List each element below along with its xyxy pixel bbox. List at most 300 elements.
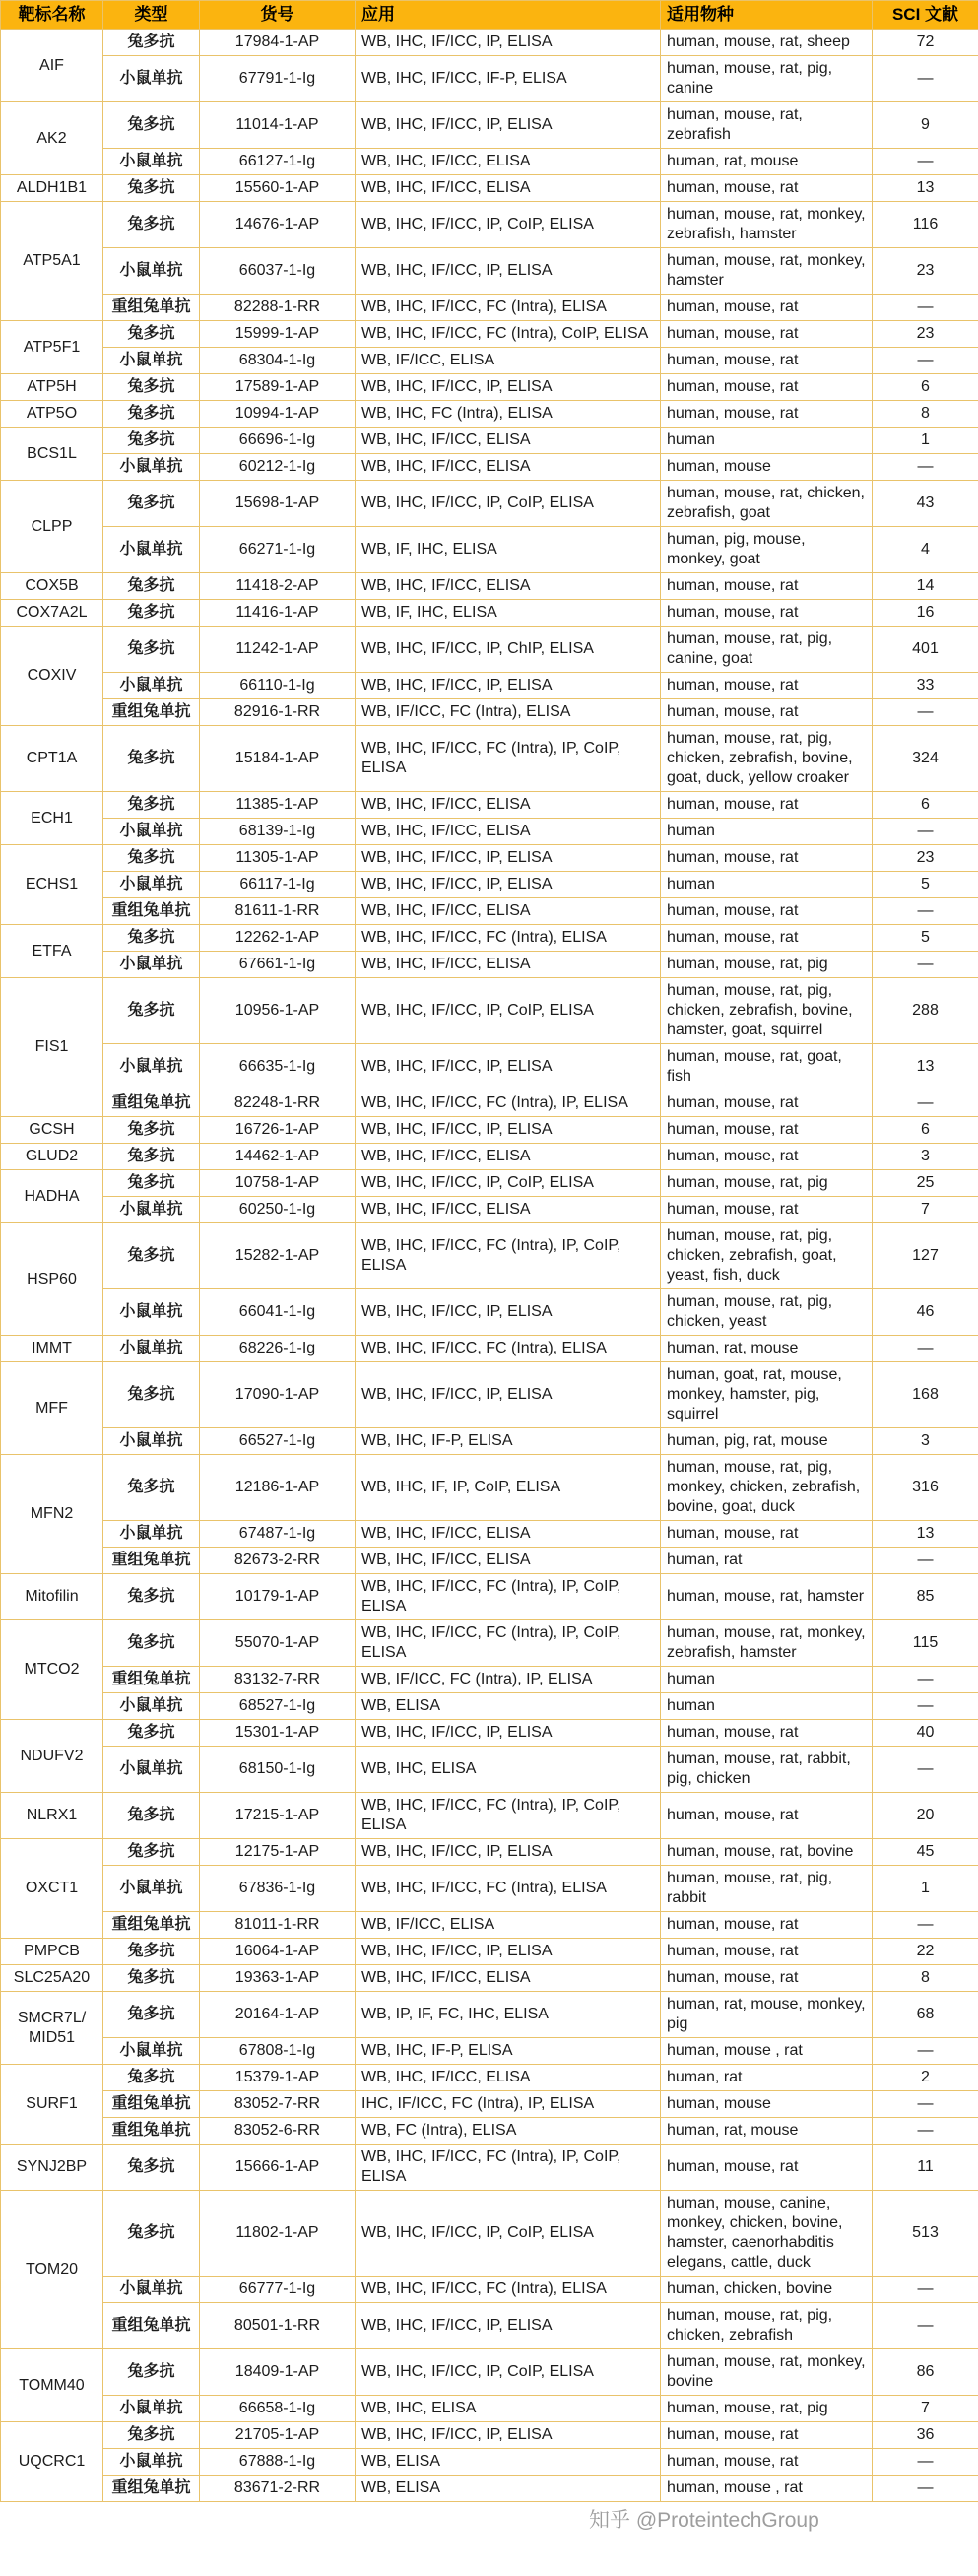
type-cell: 重组兔单抗: [103, 1912, 200, 1939]
applications-cell: IHC, IF/ICC, FC (Intra), IP, ELISA: [356, 2091, 661, 2118]
catalog-number-cell: 68304-1-Ig: [200, 348, 356, 374]
sci-count-cell: 4: [873, 527, 978, 573]
table-row: [1, 1336, 978, 1362]
species-cell: human, mouse, rat, pig: [661, 952, 873, 978]
table-row: [1, 1197, 978, 1223]
applications-cell: WB, IHC, IF/ICC, FC (Intra), IP, CoIP, ELISA: [356, 1620, 661, 1667]
catalog-number-cell: 11416-1-AP: [200, 600, 356, 627]
species-cell: human, mouse, rat, pig, monkey, chicken, zebrafish, bovine, goat, duck: [661, 1455, 873, 1521]
sci-count-cell: —: [873, 1747, 978, 1793]
applications-cell: WB, IHC, IF/ICC, IP, ELISA: [356, 845, 661, 872]
sci-count-cell: —: [873, 2449, 978, 2476]
target-name-cell: SMCR7L/ MID51: [1, 1992, 103, 2065]
table-row: [1, 2422, 978, 2449]
applications-cell: WB, IHC, IF/ICC, IP, ELISA: [356, 872, 661, 898]
type-cell: 兔多抗: [103, 1720, 200, 1747]
type-cell: 重组兔单抗: [103, 2091, 200, 2118]
catalog-number-cell: 66271-1-Ig: [200, 527, 356, 573]
catalog-number-cell: 14676-1-AP: [200, 202, 356, 248]
table-row: [1, 1428, 978, 1455]
catalog-number-cell: 17984-1-AP: [200, 30, 356, 56]
type-cell: 兔多抗: [103, 792, 200, 819]
table-row: [1, 673, 978, 699]
species-cell: human, pig, mouse, monkey, goat: [661, 527, 873, 573]
species-cell: human, mouse, rat: [661, 792, 873, 819]
applications-cell: WB, ELISA: [356, 2476, 661, 2502]
type-cell: 小鼠单抗: [103, 1336, 200, 1362]
catalog-number-cell: 66110-1-Ig: [200, 673, 356, 699]
type-cell: 小鼠单抗: [103, 1747, 200, 1793]
sci-count-cell: 127: [873, 1223, 978, 1289]
applications-cell: WB, IHC, IF/ICC, FC (Intra), IP, CoIP, ELISA: [356, 726, 661, 792]
catalog-number-cell: 10179-1-AP: [200, 1574, 356, 1620]
catalog-number-cell: 67791-1-Ig: [200, 56, 356, 102]
type-cell: 小鼠单抗: [103, 1521, 200, 1548]
species-cell: human, mouse, rat, chicken, zebrafish, goat: [661, 481, 873, 527]
table-row: [1, 2449, 978, 2476]
type-cell: 小鼠单抗: [103, 1866, 200, 1912]
type-cell: 兔多抗: [103, 1965, 200, 1992]
type-cell: 重组兔单抗: [103, 1667, 200, 1693]
target-name-cell: GLUD2: [1, 1144, 103, 1170]
target-name-cell: UQCRC1: [1, 2422, 103, 2502]
sci-count-cell: 40: [873, 1720, 978, 1747]
table-row: [1, 2065, 978, 2091]
catalog-number-cell: 10758-1-AP: [200, 1170, 356, 1197]
type-cell: 兔多抗: [103, 1939, 200, 1965]
type-cell: 小鼠单抗: [103, 348, 200, 374]
col-header-sci-count: SCI 文献: [873, 1, 978, 30]
type-cell: 兔多抗: [103, 2349, 200, 2396]
sci-count-cell: —: [873, 1912, 978, 1939]
table-row: [1, 819, 978, 845]
applications-cell: WB, IHC, IF/ICC, ELISA: [356, 149, 661, 175]
type-cell: 小鼠单抗: [103, 56, 200, 102]
target-name-cell: ATP5O: [1, 401, 103, 428]
type-cell: 兔多抗: [103, 1223, 200, 1289]
table-row: [1, 1839, 978, 1866]
catalog-number-cell: 17090-1-AP: [200, 1362, 356, 1428]
species-cell: human, mouse, rat: [661, 573, 873, 600]
species-cell: human, mouse, rat: [661, 348, 873, 374]
table-row: [1, 2277, 978, 2303]
applications-cell: WB, ELISA: [356, 1693, 661, 1720]
table-row: [1, 428, 978, 454]
target-name-cell: TOM20: [1, 2191, 103, 2349]
species-cell: human, mouse , rat: [661, 2476, 873, 2502]
applications-cell: WB, IHC, IF/ICC, FC (Intra), ELISA: [356, 295, 661, 321]
target-name-cell: AK2: [1, 102, 103, 175]
species-cell: human, mouse, rat, monkey, hamster: [661, 248, 873, 295]
target-name-cell: Mitofilin: [1, 1574, 103, 1620]
sci-count-cell: 7: [873, 1197, 978, 1223]
applications-cell: WB, IP, IF, FC, IHC, ELISA: [356, 1992, 661, 2038]
applications-cell: WB, IHC, IF/ICC, ELISA: [356, 898, 661, 925]
applications-cell: WB, IHC, IF/ICC, ELISA: [356, 1144, 661, 1170]
applications-cell: WB, IHC, IF/ICC, IP, CoIP, ELISA: [356, 978, 661, 1044]
catalog-number-cell: 82248-1-RR: [200, 1090, 356, 1117]
sci-count-cell: 46: [873, 1289, 978, 1336]
applications-cell: WB, IHC, IF/ICC, FC (Intra), IP, ELISA: [356, 1090, 661, 1117]
applications-cell: WB, IF/ICC, FC (Intra), ELISA: [356, 699, 661, 726]
type-cell: 小鼠单抗: [103, 1197, 200, 1223]
type-cell: 重组兔单抗: [103, 2303, 200, 2349]
sci-count-cell: —: [873, 454, 978, 481]
catalog-number-cell: 68150-1-Ig: [200, 1747, 356, 1793]
species-cell: human, mouse, rat: [661, 1197, 873, 1223]
table-row: [1, 1223, 978, 1289]
target-name-cell: NDUFV2: [1, 1720, 103, 1793]
catalog-number-cell: 67888-1-Ig: [200, 2449, 356, 2476]
sci-count-cell: 14: [873, 573, 978, 600]
catalog-number-cell: 11385-1-AP: [200, 792, 356, 819]
type-cell: 小鼠单抗: [103, 819, 200, 845]
type-cell: 小鼠单抗: [103, 454, 200, 481]
species-cell: human, mouse, rat, monkey, zebrafish, hamster: [661, 1620, 873, 1667]
table-row: [1, 321, 978, 348]
species-cell: human, mouse, rat, pig: [661, 1170, 873, 1197]
type-cell: 兔多抗: [103, 2065, 200, 2091]
catalog-number-cell: 66117-1-Ig: [200, 872, 356, 898]
sci-count-cell: —: [873, 819, 978, 845]
applications-cell: WB, IHC, IF/ICC, ELISA: [356, 952, 661, 978]
sci-count-cell: —: [873, 1693, 978, 1720]
header-row: [1, 1, 978, 30]
applications-cell: WB, IHC, IF/ICC, ELISA: [356, 175, 661, 202]
catalog-number-cell: 15379-1-AP: [200, 2065, 356, 2091]
species-cell: human, mouse, rat: [661, 845, 873, 872]
table-row: [1, 627, 978, 673]
sci-count-cell: 115: [873, 1620, 978, 1667]
species-cell: human, mouse, rat, pig, rabbit: [661, 1866, 873, 1912]
sci-count-cell: 116: [873, 202, 978, 248]
catalog-number-cell: 10956-1-AP: [200, 978, 356, 1044]
table-row: [1, 248, 978, 295]
table-row: [1, 2303, 978, 2349]
applications-cell: WB, IHC, IF/ICC, IP, CoIP, ELISA: [356, 481, 661, 527]
target-name-cell: CPT1A: [1, 726, 103, 792]
table-row: [1, 699, 978, 726]
species-cell: human, mouse, rat, sheep: [661, 30, 873, 56]
applications-cell: WB, IF/ICC, FC (Intra), IP, ELISA: [356, 1667, 661, 1693]
catalog-number-cell: 15184-1-AP: [200, 726, 356, 792]
species-cell: human, mouse: [661, 454, 873, 481]
table-row: [1, 481, 978, 527]
table-row: [1, 1090, 978, 1117]
sci-count-cell: —: [873, 295, 978, 321]
species-cell: human, mouse, rat, hamster: [661, 1574, 873, 1620]
sci-count-cell: —: [873, 2091, 978, 2118]
table-row: [1, 202, 978, 248]
sci-count-cell: 513: [873, 2191, 978, 2277]
type-cell: 兔多抗: [103, 627, 200, 673]
target-name-cell: HSP60: [1, 1223, 103, 1336]
sci-count-cell: 11: [873, 2145, 978, 2191]
sci-count-cell: 16: [873, 600, 978, 627]
catalog-number-cell: 19363-1-AP: [200, 1965, 356, 1992]
type-cell: 兔多抗: [103, 321, 200, 348]
applications-cell: WB, IHC, IF, IP, CoIP, ELISA: [356, 1455, 661, 1521]
catalog-number-cell: 55070-1-AP: [200, 1620, 356, 1667]
applications-cell: WB, IHC, IF/ICC, IP, ELISA: [356, 1289, 661, 1336]
catalog-number-cell: 66127-1-Ig: [200, 149, 356, 175]
type-cell: 兔多抗: [103, 30, 200, 56]
type-cell: 兔多抗: [103, 925, 200, 952]
antibody-table-body: [1, 30, 978, 2502]
sci-count-cell: 324: [873, 726, 978, 792]
species-cell: human: [661, 1693, 873, 1720]
species-cell: human, mouse, rat: [661, 925, 873, 952]
type-cell: 小鼠单抗: [103, 248, 200, 295]
sci-count-cell: 13: [873, 1521, 978, 1548]
table-row: [1, 102, 978, 149]
applications-cell: WB, ELISA: [356, 2449, 661, 2476]
catalog-number-cell: 11242-1-AP: [200, 627, 356, 673]
target-name-cell: BCS1L: [1, 428, 103, 481]
target-name-cell: PMPCB: [1, 1939, 103, 1965]
target-name-cell: SYNJ2BP: [1, 2145, 103, 2191]
catalog-number-cell: 66037-1-Ig: [200, 248, 356, 295]
applications-cell: WB, IHC, IF/ICC, IP, ELISA: [356, 30, 661, 56]
catalog-number-cell: 83132-7-RR: [200, 1667, 356, 1693]
catalog-number-cell: 83052-7-RR: [200, 2091, 356, 2118]
catalog-number-cell: 81011-1-RR: [200, 1912, 356, 1939]
type-cell: 兔多抗: [103, 1793, 200, 1839]
table-row: [1, 1992, 978, 2038]
type-cell: 兔多抗: [103, 600, 200, 627]
applications-cell: WB, IHC, IF/ICC, IF-P, ELISA: [356, 56, 661, 102]
species-cell: human, mouse, rat: [661, 2145, 873, 2191]
catalog-number-cell: 67661-1-Ig: [200, 952, 356, 978]
applications-cell: WB, IF/ICC, ELISA: [356, 348, 661, 374]
sci-count-cell: —: [873, 2277, 978, 2303]
applications-cell: WB, IHC, IF/ICC, ELISA: [356, 454, 661, 481]
applications-cell: WB, IHC, IF/ICC, IP, CoIP, ELISA: [356, 2191, 661, 2277]
sci-count-cell: —: [873, 149, 978, 175]
target-name-cell: ATP5A1: [1, 202, 103, 321]
table-row: [1, 1866, 978, 1912]
catalog-number-cell: 82916-1-RR: [200, 699, 356, 726]
type-cell: 兔多抗: [103, 1170, 200, 1197]
table-row: [1, 600, 978, 627]
applications-cell: WB, IF, IHC, ELISA: [356, 600, 661, 627]
species-cell: human, mouse, rat, pig, canine: [661, 56, 873, 102]
applications-cell: WB, IHC, IF/ICC, FC (Intra), ELISA: [356, 2277, 661, 2303]
target-name-cell: OXCT1: [1, 1839, 103, 1939]
catalog-number-cell: 68139-1-Ig: [200, 819, 356, 845]
applications-cell: WB, IHC, IF/ICC, IP, CoIP, ELISA: [356, 1170, 661, 1197]
species-cell: human, mouse: [661, 2091, 873, 2118]
species-cell: human: [661, 872, 873, 898]
species-cell: human, mouse, rat, monkey, zebrafish, hamster: [661, 202, 873, 248]
species-cell: human, mouse, rat: [661, 1521, 873, 1548]
table-row: [1, 2396, 978, 2422]
sci-count-cell: 1: [873, 428, 978, 454]
applications-cell: WB, IHC, IF/ICC, IP, ELISA: [356, 1044, 661, 1090]
species-cell: human, chicken, bovine: [661, 2277, 873, 2303]
applications-cell: WB, FC (Intra), ELISA: [356, 2118, 661, 2145]
type-cell: 兔多抗: [103, 1992, 200, 2038]
species-cell: human, mouse, rat, monkey, bovine: [661, 2349, 873, 2396]
sci-count-cell: 168: [873, 1362, 978, 1428]
sci-count-cell: —: [873, 699, 978, 726]
type-cell: 兔多抗: [103, 726, 200, 792]
species-cell: human, mouse, rat, pig, chicken, zebrafish, goat, yeast, fish, duck: [661, 1223, 873, 1289]
type-cell: 重组兔单抗: [103, 699, 200, 726]
applications-cell: WB, IHC, IF/ICC, IP, CoIP, ELISA: [356, 202, 661, 248]
sci-count-cell: 68: [873, 1992, 978, 2038]
catalog-number-cell: 11802-1-AP: [200, 2191, 356, 2277]
type-cell: 重组兔单抗: [103, 1090, 200, 1117]
table-row: [1, 1144, 978, 1170]
target-name-cell: MFF: [1, 1362, 103, 1455]
table-row: [1, 845, 978, 872]
type-cell: 小鼠单抗: [103, 1693, 200, 1720]
catalog-number-cell: 11418-2-AP: [200, 573, 356, 600]
type-cell: 兔多抗: [103, 845, 200, 872]
table-row: [1, 952, 978, 978]
applications-cell: WB, IHC, IF/ICC, FC (Intra), ELISA: [356, 1866, 661, 1912]
catalog-number-cell: 16064-1-AP: [200, 1939, 356, 1965]
species-cell: human, rat, mouse: [661, 2118, 873, 2145]
species-cell: human, mouse, rat, zebrafish: [661, 102, 873, 149]
species-cell: human, mouse, rat: [661, 1720, 873, 1747]
catalog-number-cell: 67836-1-Ig: [200, 1866, 356, 1912]
applications-cell: WB, IHC, IF/ICC, IP, ELISA: [356, 2422, 661, 2449]
sci-count-cell: 72: [873, 30, 978, 56]
applications-cell: WB, IHC, FC (Intra), ELISA: [356, 401, 661, 428]
sci-count-cell: 401: [873, 627, 978, 673]
catalog-number-cell: 67487-1-Ig: [200, 1521, 356, 1548]
type-cell: 兔多抗: [103, 102, 200, 149]
target-name-cell: MTCO2: [1, 1620, 103, 1720]
species-cell: human, mouse, rat: [661, 2449, 873, 2476]
species-cell: human: [661, 428, 873, 454]
species-cell: human, rat, mouse: [661, 1336, 873, 1362]
type-cell: 小鼠单抗: [103, 527, 200, 573]
applications-cell: WB, IF, IHC, ELISA: [356, 527, 661, 573]
type-cell: 小鼠单抗: [103, 2038, 200, 2065]
type-cell: 兔多抗: [103, 1362, 200, 1428]
catalog-number-cell: 83052-6-RR: [200, 2118, 356, 2145]
table-row: [1, 2476, 978, 2502]
table-row: [1, 1574, 978, 1620]
species-cell: human, rat, mouse: [661, 149, 873, 175]
sci-count-cell: 7: [873, 2396, 978, 2422]
catalog-number-cell: 68527-1-Ig: [200, 1693, 356, 1720]
applications-cell: WB, IHC, IF/ICC, IP, ELISA: [356, 248, 661, 295]
type-cell: 重组兔单抗: [103, 1548, 200, 1574]
sci-count-cell: 25: [873, 1170, 978, 1197]
catalog-number-cell: 82673-2-RR: [200, 1548, 356, 1574]
sci-count-cell: —: [873, 1548, 978, 1574]
catalog-number-cell: 66527-1-Ig: [200, 1428, 356, 1455]
table-row: [1, 175, 978, 202]
type-cell: 重组兔单抗: [103, 2118, 200, 2145]
type-cell: 小鼠单抗: [103, 2449, 200, 2476]
sci-count-cell: 43: [873, 481, 978, 527]
catalog-number-cell: 68226-1-Ig: [200, 1336, 356, 1362]
zhihu-watermark: 知乎 @ProteintechGroup: [589, 2509, 819, 2532]
target-name-cell: ATP5H: [1, 374, 103, 401]
type-cell: 小鼠单抗: [103, 952, 200, 978]
applications-cell: WB, IHC, IF/ICC, FC (Intra), IP, CoIP, ELISA: [356, 1223, 661, 1289]
species-cell: human, mouse, rat: [661, 898, 873, 925]
sci-count-cell: 5: [873, 872, 978, 898]
table-row: [1, 401, 978, 428]
target-name-cell: ECHS1: [1, 845, 103, 925]
col-header-species: 适用物种: [661, 1, 873, 30]
catalog-number-cell: 82288-1-RR: [200, 295, 356, 321]
col-header-applications: 应用: [356, 1, 661, 30]
table-row: [1, 2349, 978, 2396]
type-cell: 兔多抗: [103, 2145, 200, 2191]
catalog-number-cell: 60250-1-Ig: [200, 1197, 356, 1223]
table-row: [1, 1667, 978, 1693]
type-cell: 小鼠单抗: [103, 673, 200, 699]
sci-count-cell: 23: [873, 248, 978, 295]
catalog-number-cell: 12262-1-AP: [200, 925, 356, 952]
applications-cell: WB, IHC, IF/ICC, IP, ELISA: [356, 1117, 661, 1144]
table-row: [1, 978, 978, 1044]
applications-cell: WB, IHC, IF/ICC, ELISA: [356, 792, 661, 819]
target-name-cell: COX5B: [1, 573, 103, 600]
catalog-number-cell: 81611-1-RR: [200, 898, 356, 925]
catalog-number-cell: 18409-1-AP: [200, 2349, 356, 2396]
type-cell: 小鼠单抗: [103, 1044, 200, 1090]
target-name-cell: NLRX1: [1, 1793, 103, 1839]
target-name-cell: COX7A2L: [1, 600, 103, 627]
sci-count-cell: —: [873, 1667, 978, 1693]
applications-cell: WB, IHC, IF/ICC, IP, ELISA: [356, 374, 661, 401]
applications-cell: WB, IHC, IF/ICC, ELISA: [356, 819, 661, 845]
applications-cell: WB, IHC, IF/ICC, ELISA: [356, 1197, 661, 1223]
table-row: [1, 1912, 978, 1939]
applications-cell: WB, IHC, IF/ICC, FC (Intra), ELISA: [356, 925, 661, 952]
target-name-cell: ETFA: [1, 925, 103, 978]
table-row: [1, 573, 978, 600]
sci-count-cell: 23: [873, 321, 978, 348]
target-name-cell: ECH1: [1, 792, 103, 845]
applications-cell: WB, IHC, IF/ICC, FC (Intra), IP, CoIP, ELISA: [356, 2145, 661, 2191]
species-cell: human: [661, 1667, 873, 1693]
type-cell: 小鼠单抗: [103, 872, 200, 898]
sci-count-cell: 13: [873, 1044, 978, 1090]
type-cell: 兔多抗: [103, 1574, 200, 1620]
type-cell: 重组兔单抗: [103, 898, 200, 925]
table-row: [1, 2191, 978, 2277]
table-row: [1, 1620, 978, 1667]
sci-count-cell: 36: [873, 2422, 978, 2449]
target-name-cell: IMMT: [1, 1336, 103, 1362]
catalog-number-cell: 14462-1-AP: [200, 1144, 356, 1170]
species-cell: human, mouse, rat: [661, 1939, 873, 1965]
type-cell: 小鼠单抗: [103, 1289, 200, 1336]
type-cell: 兔多抗: [103, 573, 200, 600]
catalog-number-cell: 67808-1-Ig: [200, 2038, 356, 2065]
table-row: [1, 1289, 978, 1336]
species-cell: human: [661, 819, 873, 845]
type-cell: 小鼠单抗: [103, 149, 200, 175]
catalog-number-cell: 66696-1-Ig: [200, 428, 356, 454]
species-cell: human, mouse, rat: [661, 2422, 873, 2449]
catalog-number-cell: 20164-1-AP: [200, 1992, 356, 2038]
applications-cell: WB, IF/ICC, ELISA: [356, 1912, 661, 1939]
table-row: [1, 149, 978, 175]
sci-count-cell: 1: [873, 1866, 978, 1912]
species-cell: human, mouse, rat, rabbit, pig, chicken: [661, 1747, 873, 1793]
sci-count-cell: 86: [873, 2349, 978, 2396]
